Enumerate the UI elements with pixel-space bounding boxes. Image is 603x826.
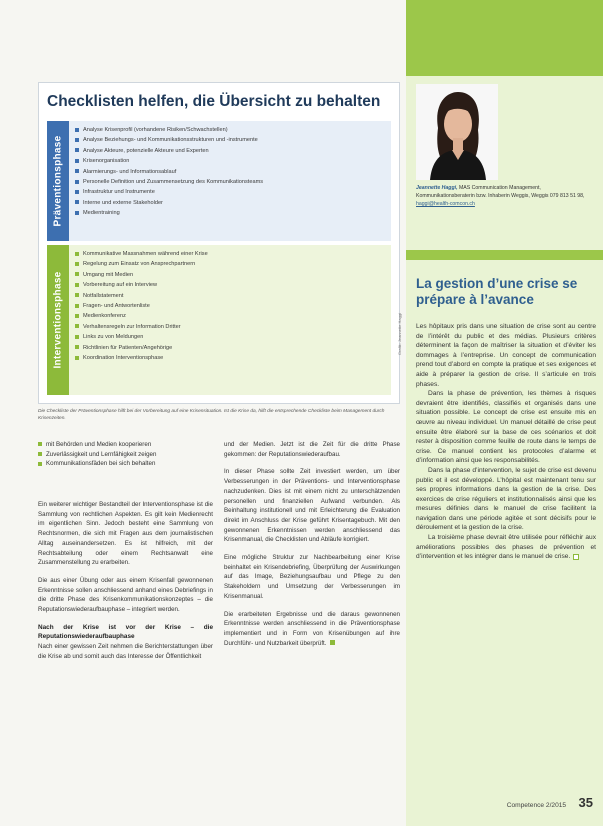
page-footer [507,794,593,812]
end-square-icon [573,554,579,560]
list-item: Richtlinien für Patienten/Angehörige [75,343,385,353]
author-name: Jeannette Haggi, [416,185,458,191]
end-square-icon [330,640,335,645]
paragraph: Eine mögliche Struktur zur Nachbearbeitung einer Krise beinhaltet ein Krisendebriefing, Überprüfung der Auswirkungen auf das Image, Beziehungsaufbau und Pflege zu den Stakeholdern und Umsetzung der Verbesserungen im Krisenmanual. [224,554,400,600]
magazine-issue: Competence 2/2015 [506,802,567,809]
french-summary [416,322,596,562]
checklist-box [38,82,400,404]
author-email-link[interactable]: haggi@health-comcon.ch [416,201,475,207]
author-photo [416,84,498,180]
sidebar-top-band [406,0,603,76]
checklist-title: Checklisten helfen, die Übersicht zu behalten [47,93,381,110]
author-bio [416,184,596,208]
prevention-phase-label: Präventionsphase [47,121,69,241]
checklist-caption: Die Checkliste der Präventionsphase hilft bei der Vorbereitung auf eine Krisensituation. Ist die Krise da, hilft die entsprechende Checkliste beim Management durch Krisenzeiten. [38,409,385,421]
paragraph: In dieser Phase sollte Zeit investiert werden, um über Verbesserungen in der Präventions- und Interventionsphase nachzudenken. Dies ist mit einem nicht zu unterschätzenden personellen und finanziellen Aufwand verbunden. Als Beinhaltung institutionell und mit Erleichterung die Evaluation direkt im Anschluss der Krise geführt Krisentagebuch. Mit den gewonnenen Erkenntnissen werden anschliessend das Krisenmanual, die Checklisten und Abläufe korrigiert. [224,468,400,544]
list-item: Verhaltensregeln zur Information Dritter [75,322,385,332]
paragraph: und der Medien. Jetzt ist die Zeit für die dritte Phase gekommen: der Reputationswiederaufbau. [224,441,400,458]
section-heading: Nach der Krise ist vor der Krise – die Reputationswiederaufbauphase [38,623,213,641]
list-item: Interne und externe Stakeholder [75,198,385,208]
intervention-list [75,249,385,363]
list-item: Notfallstatement [75,291,385,301]
list-item: Alarmierungs- und Informationsablauf [75,167,385,177]
author-description: MAS Communication Management, Kommunikationsberaterin bzw. Inhaberin Weggis, Weggis 079 813 51 98, [416,185,585,199]
list-item: Infrastruktur und Instrumente [75,187,385,197]
list-item: Regelung zum Einsatz von Ansprechpartnern [75,259,385,269]
paragraph: Dans la phase de prévention, les thèmes à risques devraient être identifiés, classifiés et organisés dans une situation possible. Le concept de crise est ensuite mis en œuvre au niveau individuel. Un manuel détaillé de crise peut ensuite être élaboré sur la base de ces scénarios et doit rester à disposition comme feuille de route dans le temps de crise. Ce manuel contient les protocoles d’alarme et d’information ainsi que les responsabilités. [416,390,596,465]
paragraph: Ein weiterer wichtiger Bestandteil der Interventionsphase ist die Sammlung von rechtlichen Aspekten. Es gilt kein Medienrecht im eigentlichen Sinn. Jedoch besteht eine Sammlung von Rechtsnormen, die sich mit Fragen aus dem journalistischen Alltag auseinandersetzen. Es ist hilfreich, mit der Rechtsabteilung oder einem Rechtsanwalt eine Zusammenstellung zu erarbeiten. [38,501,213,567]
paragraph: Les hôpitaux pris dans une situation de crise sont au centre de l’intérêt du public et des médias. Plusieurs critères déterminent la façon de maîtriser la situation et d’éviter les dommages à l’entreprise. Un concept de communication prend tout d’abord en compte la pratique et ses exigences et aide à préparer la gestion de crise. Il s’articule en trois phases. [416,323,596,388]
portrait-image [416,84,498,180]
list-item: Vorbereitung auf ein Interview [75,280,385,290]
paragraph: Nach einer gewissen Zeit nehmen die Berichterstattungen über die Krise ab und somit auch das Interesse der Öffentlichkeit [38,642,213,660]
list-item: Medienkonferenz [75,311,385,321]
list-item: Kommunikationsfäden bei sich behalten [38,459,213,469]
prevention-phase [47,121,391,241]
list-item: Koordination Interventionsphase [75,353,385,363]
paragraph: La troisième phase devrait être utilisée pour réfléchir aux améliorations possibles des phases de prévention et d’intervention et les intégrer dans le manuel de crise. [416,534,596,561]
list-item: Krisenorganisation [75,156,385,166]
list-item: Kommunikative Massnahmen während einer Krise [75,249,385,259]
paragraph: Die aus einer Übung oder aus einem Krisenfall gewonnenen Erkenntnisse sollen anschliessend anhand eines Debriefings in die dritte Phase des Krisenkommunikationskonzeptes – die Reputationswiederaufbauphase – integriert werden. [38,576,213,614]
paragraph: Dans la phase d’intervention, le sujet de crise est devenu public et il est développé. L’hôpital est maintenant tenu sur ses propres informations dans la gestion de la crise. Des exercices de crise réguliers et institutionnalisés ainsi que les mesures définies dans le manuel de crise facilitent la navigation dans une période agitée et sont décisifs pour le déroulement et la gestion de la crise. [416,466,596,532]
intervention-phase [47,245,391,395]
sidebar-divider-band [406,250,603,260]
list-item: Analyse Akteure, potenzielle Akteure und Experten [75,146,385,156]
list-item: Zuverlässigkeit und Lernfähigkeit zeigen [38,450,213,460]
list-item: Fragen- und Antwortenliste [75,301,385,311]
text-column-2 [224,440,400,656]
page-number: 35 [578,795,593,810]
prevention-list [75,125,385,219]
intervention-phase-label: Interventionsphase [47,245,69,395]
list-item: mit Behörden und Medien kooperieren [38,440,213,450]
list-item: Personelle Definition und Zusammensetzung des Kommunikationsteams [75,177,385,187]
french-title: La gestion d’une crise se prépare à l’avance [416,276,578,307]
list-item: Umgang mit Medien [75,270,385,280]
paragraph: Die erarbeiteten Ergebnisse und die daraus gewonnenen Erkenntnisse werden anschliessend in die Präventionsphase implementiert und in Form von Krisenübungen auf ihre Durchführ- und Nutzbarkeit überprüft. [224,610,400,647]
graphic-credit: Grafik: Jeannette Haggi [397,313,402,356]
list-item: Medientraining [75,208,385,218]
bullet-list [38,440,213,469]
list-item: Analyse Krisenprofil (vorhandene Risiken/Schwachstellen) [75,125,385,135]
list-item: Links zu von Meldungen [75,332,385,342]
text-column-1 [38,500,213,669]
list-item: Analyse Beziehungs- und Kommunikationsstrukturen und -instrumente [75,135,385,145]
